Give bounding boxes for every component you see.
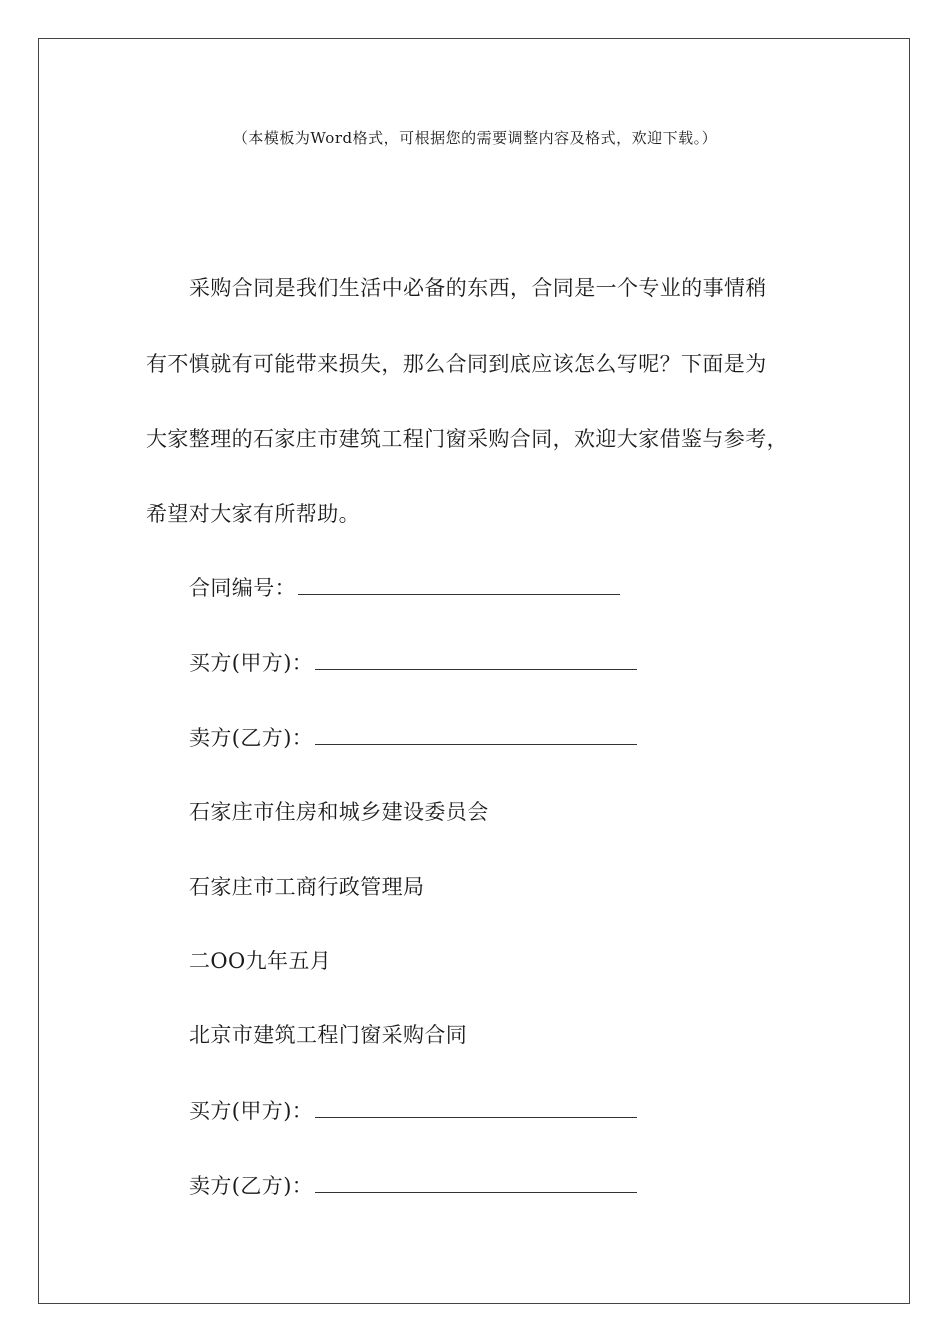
contract-title: 北京市建筑工程门窗采购合同 [189,1023,468,1047]
issue-date: 二OO九年五月 [189,949,332,973]
template-note: （本模板为Word格式，可根据您的需要调整内容及格式，欢迎下载。） [232,129,718,147]
issuer-bureau: 石家庄市工商行政管理局 [189,875,425,899]
issuer-committee: 石家庄市住房和城乡建设委员会 [189,800,489,824]
seller-label-2: 卖方(乙方)： [189,1174,314,1198]
intro-line-2: 有不慎就有可能带来损失，那么合同到底应该怎么写呢？下面是为 [146,352,767,376]
buyer-label: 买方(甲方)： [189,651,314,675]
contract-number-label: 合同编号： [189,576,296,600]
seller-blank-2[interactable] [315,1174,637,1193]
contract-number-blank[interactable] [298,576,620,595]
intro-line-4: 希望对大家有所帮助。 [146,502,360,526]
buyer-blank-2[interactable] [315,1099,637,1118]
buyer-label-2: 买方(甲方)： [189,1099,314,1123]
buyer-field [189,649,637,677]
seller-label: 卖方(乙方)： [189,726,314,750]
intro-line-3: 大家整理的石家庄市建筑工程门窗采购合同，欢迎大家借鉴与参考， [146,427,788,451]
contract-number-field [189,574,620,602]
seller-blank[interactable] [315,726,637,745]
intro-line-1: 采购合同是我们生活中必备的东西，合同是一个专业的事情稍 [189,276,767,300]
buyer-field-2 [189,1097,637,1125]
buyer-blank[interactable] [315,651,637,670]
seller-field-2 [189,1172,637,1200]
seller-field [189,724,637,752]
